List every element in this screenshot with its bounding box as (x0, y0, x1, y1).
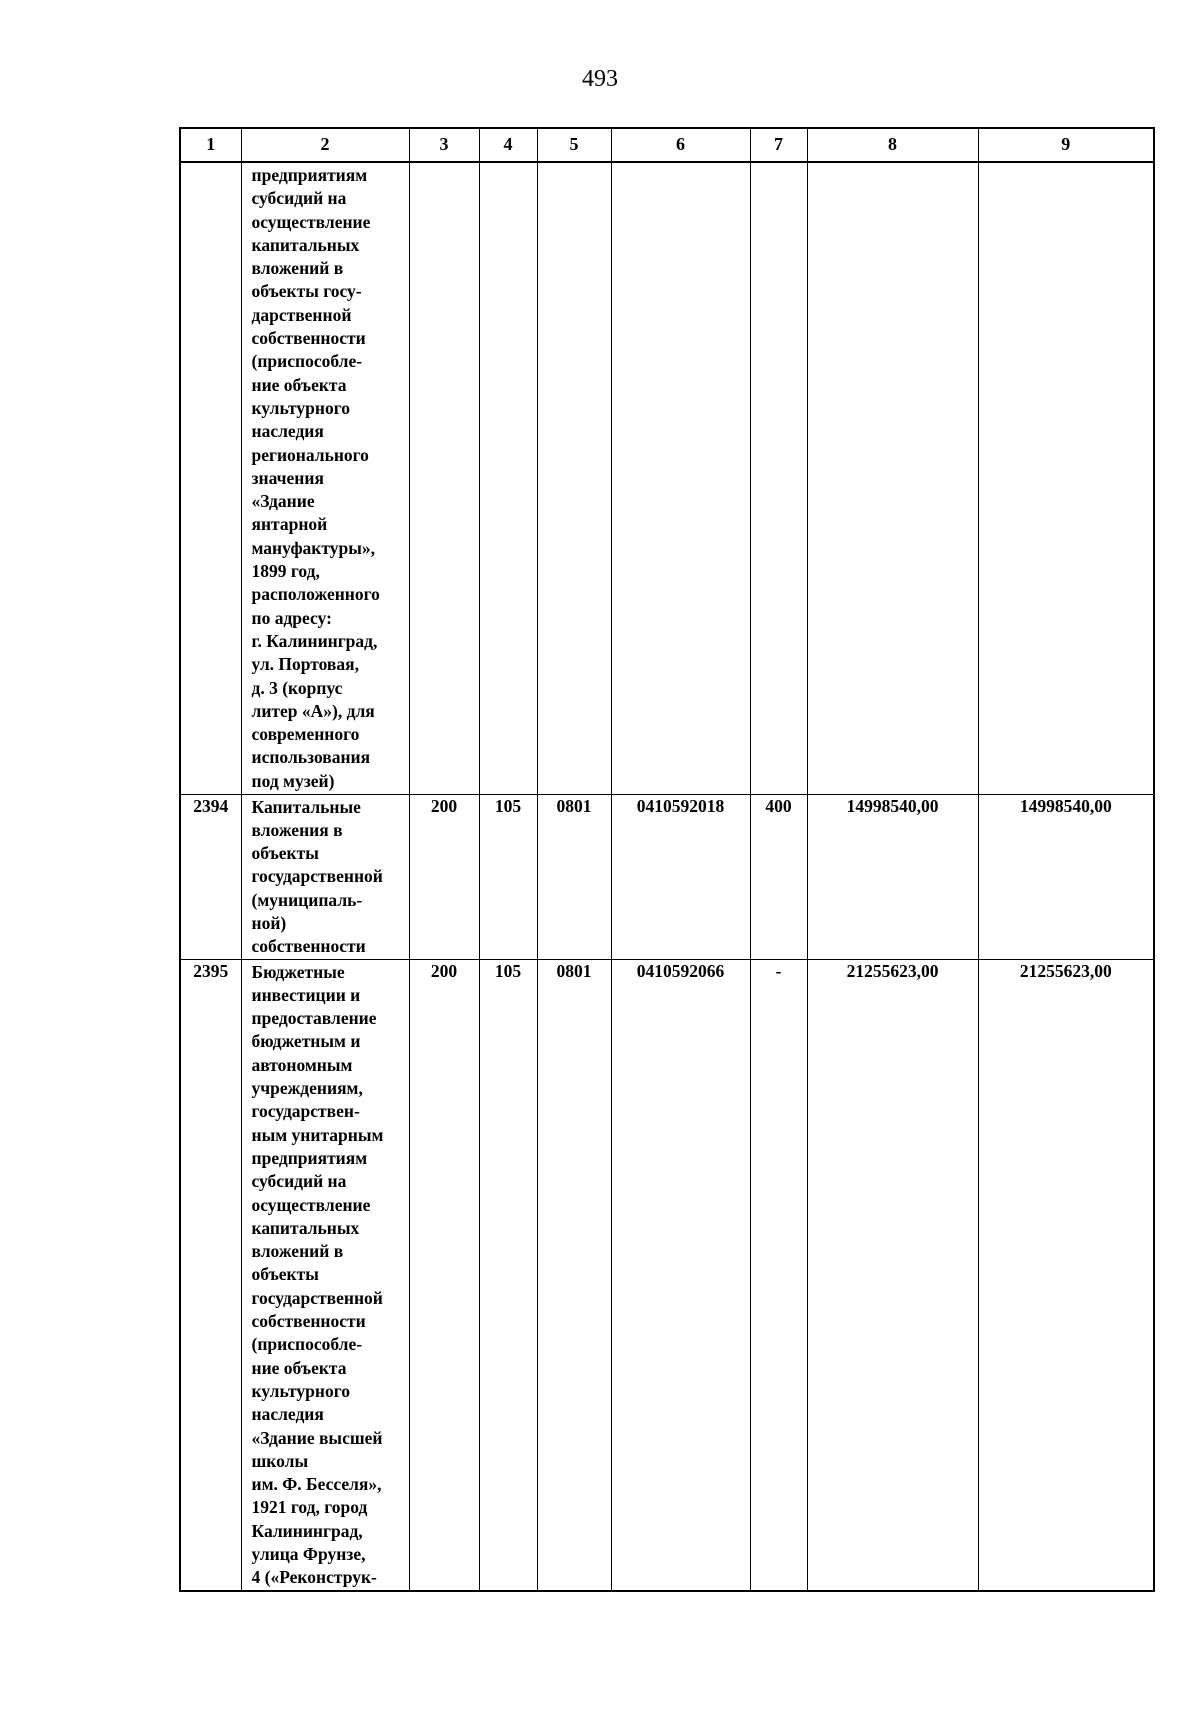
description-line: государствен- (251, 1101, 360, 1122)
cell-col7: 400 (750, 794, 807, 959)
description-line: собственности (251, 328, 366, 349)
description-line: значения (251, 467, 324, 488)
description-line: ной) (251, 912, 287, 933)
description-line: предприятиям (251, 1147, 368, 1168)
cell-col4: 105 (479, 959, 537, 1591)
description-line: Бюджетные (251, 961, 345, 982)
cell-col5: 0801 (537, 959, 611, 1591)
description-line: капитальных (251, 234, 360, 255)
description-line: ние объекта (251, 1357, 347, 1378)
description-line: учреждениям, (251, 1078, 363, 1099)
budget-table (179, 127, 1155, 1592)
description-line: янтарной (251, 514, 328, 535)
table-row (180, 794, 1154, 959)
description-line: субсидий на (251, 188, 347, 209)
description-line: предоставление (251, 1008, 377, 1029)
col-header-7: 7 (750, 128, 807, 162)
description-line: объекты госу- (251, 281, 362, 302)
description-line: субсидий на (251, 1171, 347, 1192)
cell-col4 (479, 162, 537, 794)
description-line: (приспособле- (251, 351, 363, 372)
col-header-5: 5 (537, 128, 611, 162)
cell-col6: 0410592018 (611, 794, 750, 959)
description-line: капитальных (251, 1217, 360, 1238)
col-header-1: 1 (180, 128, 241, 162)
table-row (180, 959, 1154, 1591)
cell-col9: 14998540,00 (978, 794, 1154, 959)
description-line: ние объекта (251, 374, 347, 395)
cell-number: 2395 (180, 959, 241, 1591)
description-line: вложения в (251, 819, 343, 840)
cell-number (180, 162, 241, 794)
col-header-9: 9 (978, 128, 1154, 162)
description-line: автономным (251, 1054, 353, 1075)
description-line: под музей) (251, 770, 335, 791)
cell-description (241, 959, 409, 1591)
cell-col7 (750, 162, 807, 794)
description-line: ным унитарным (251, 1124, 384, 1145)
description-line: ул. Портовая, (251, 654, 359, 675)
header-row (180, 128, 1154, 162)
description-line: вложений в (251, 258, 344, 279)
cell-col8 (807, 162, 978, 794)
cell-col6: 0410592066 (611, 959, 750, 1591)
description-line: им. Ф. Бесселя», (251, 1474, 382, 1495)
description-line: 1899 год, (251, 561, 320, 582)
description-line: осуществление (251, 211, 371, 232)
description-line: школы (251, 1450, 309, 1471)
cell-col5: 0801 (537, 794, 611, 959)
cell-description (241, 162, 409, 794)
description-line: наследия (251, 1404, 324, 1425)
description-line: Калининград, (251, 1520, 363, 1541)
col-header-2: 2 (241, 128, 409, 162)
description-line: инвестиции и (251, 984, 361, 1005)
description-line: объекты (251, 843, 319, 864)
description-line: 1921 год, город (251, 1497, 368, 1518)
description-line: (муниципаль- (251, 889, 363, 910)
description-line: мануфактуры», (251, 537, 376, 558)
description-line: Капитальные (251, 796, 361, 817)
cell-col3: 200 (409, 959, 479, 1591)
cell-description (241, 794, 409, 959)
cell-col8: 14998540,00 (807, 794, 978, 959)
table-body (180, 162, 1154, 1591)
description-line: бюджетным и (251, 1031, 361, 1052)
description-line: использования (251, 747, 371, 768)
description-line: культурного (251, 397, 350, 418)
description-line: культурного (251, 1380, 350, 1401)
description-line: собственности (251, 936, 366, 957)
description-line: расположенного (251, 584, 380, 605)
description-line: современного (251, 724, 360, 745)
cell-col6 (611, 162, 750, 794)
col-header-3: 3 (409, 128, 479, 162)
cell-col7: - (750, 959, 807, 1591)
description-line: д. 3 (корпус (251, 677, 343, 698)
cell-col3 (409, 162, 479, 794)
col-header-6: 6 (611, 128, 750, 162)
col-header-4: 4 (479, 128, 537, 162)
description-line: г. Калининград, (251, 630, 378, 651)
cell-col8: 21255623,00 (807, 959, 978, 1591)
col-header-8: 8 (807, 128, 978, 162)
cell-col3: 200 (409, 794, 479, 959)
description-line: «Здание высшей (251, 1427, 383, 1448)
description-line: улица Фрунзе, (251, 1544, 366, 1564)
description-line: литер «А»), для (251, 700, 375, 721)
cell-col5 (537, 162, 611, 794)
description-line: собственности (251, 1311, 366, 1332)
description-line: государственной (251, 1287, 383, 1308)
cell-col9 (978, 162, 1154, 794)
table-row (180, 162, 1154, 794)
description-line: государственной (251, 866, 383, 887)
description-line: (приспособле- (251, 1334, 363, 1355)
description-line: наследия (251, 421, 324, 442)
description-line: «Здание (251, 491, 315, 512)
description-line: осуществление (251, 1194, 371, 1215)
cell-number: 2394 (180, 794, 241, 959)
description-line: 4 («Реконструк- (251, 1567, 377, 1588)
description-line: по адресу: (251, 607, 332, 628)
description-line: дарственной (251, 304, 352, 325)
description-line: предприятиям (251, 165, 368, 185)
description-line: объекты (251, 1264, 319, 1285)
page-number: 493 (582, 66, 618, 92)
cell-col9: 21255623,00 (978, 959, 1154, 1591)
description-line: регионального (251, 444, 369, 465)
cell-col4: 105 (479, 794, 537, 959)
description-line: вложений в (251, 1241, 344, 1262)
